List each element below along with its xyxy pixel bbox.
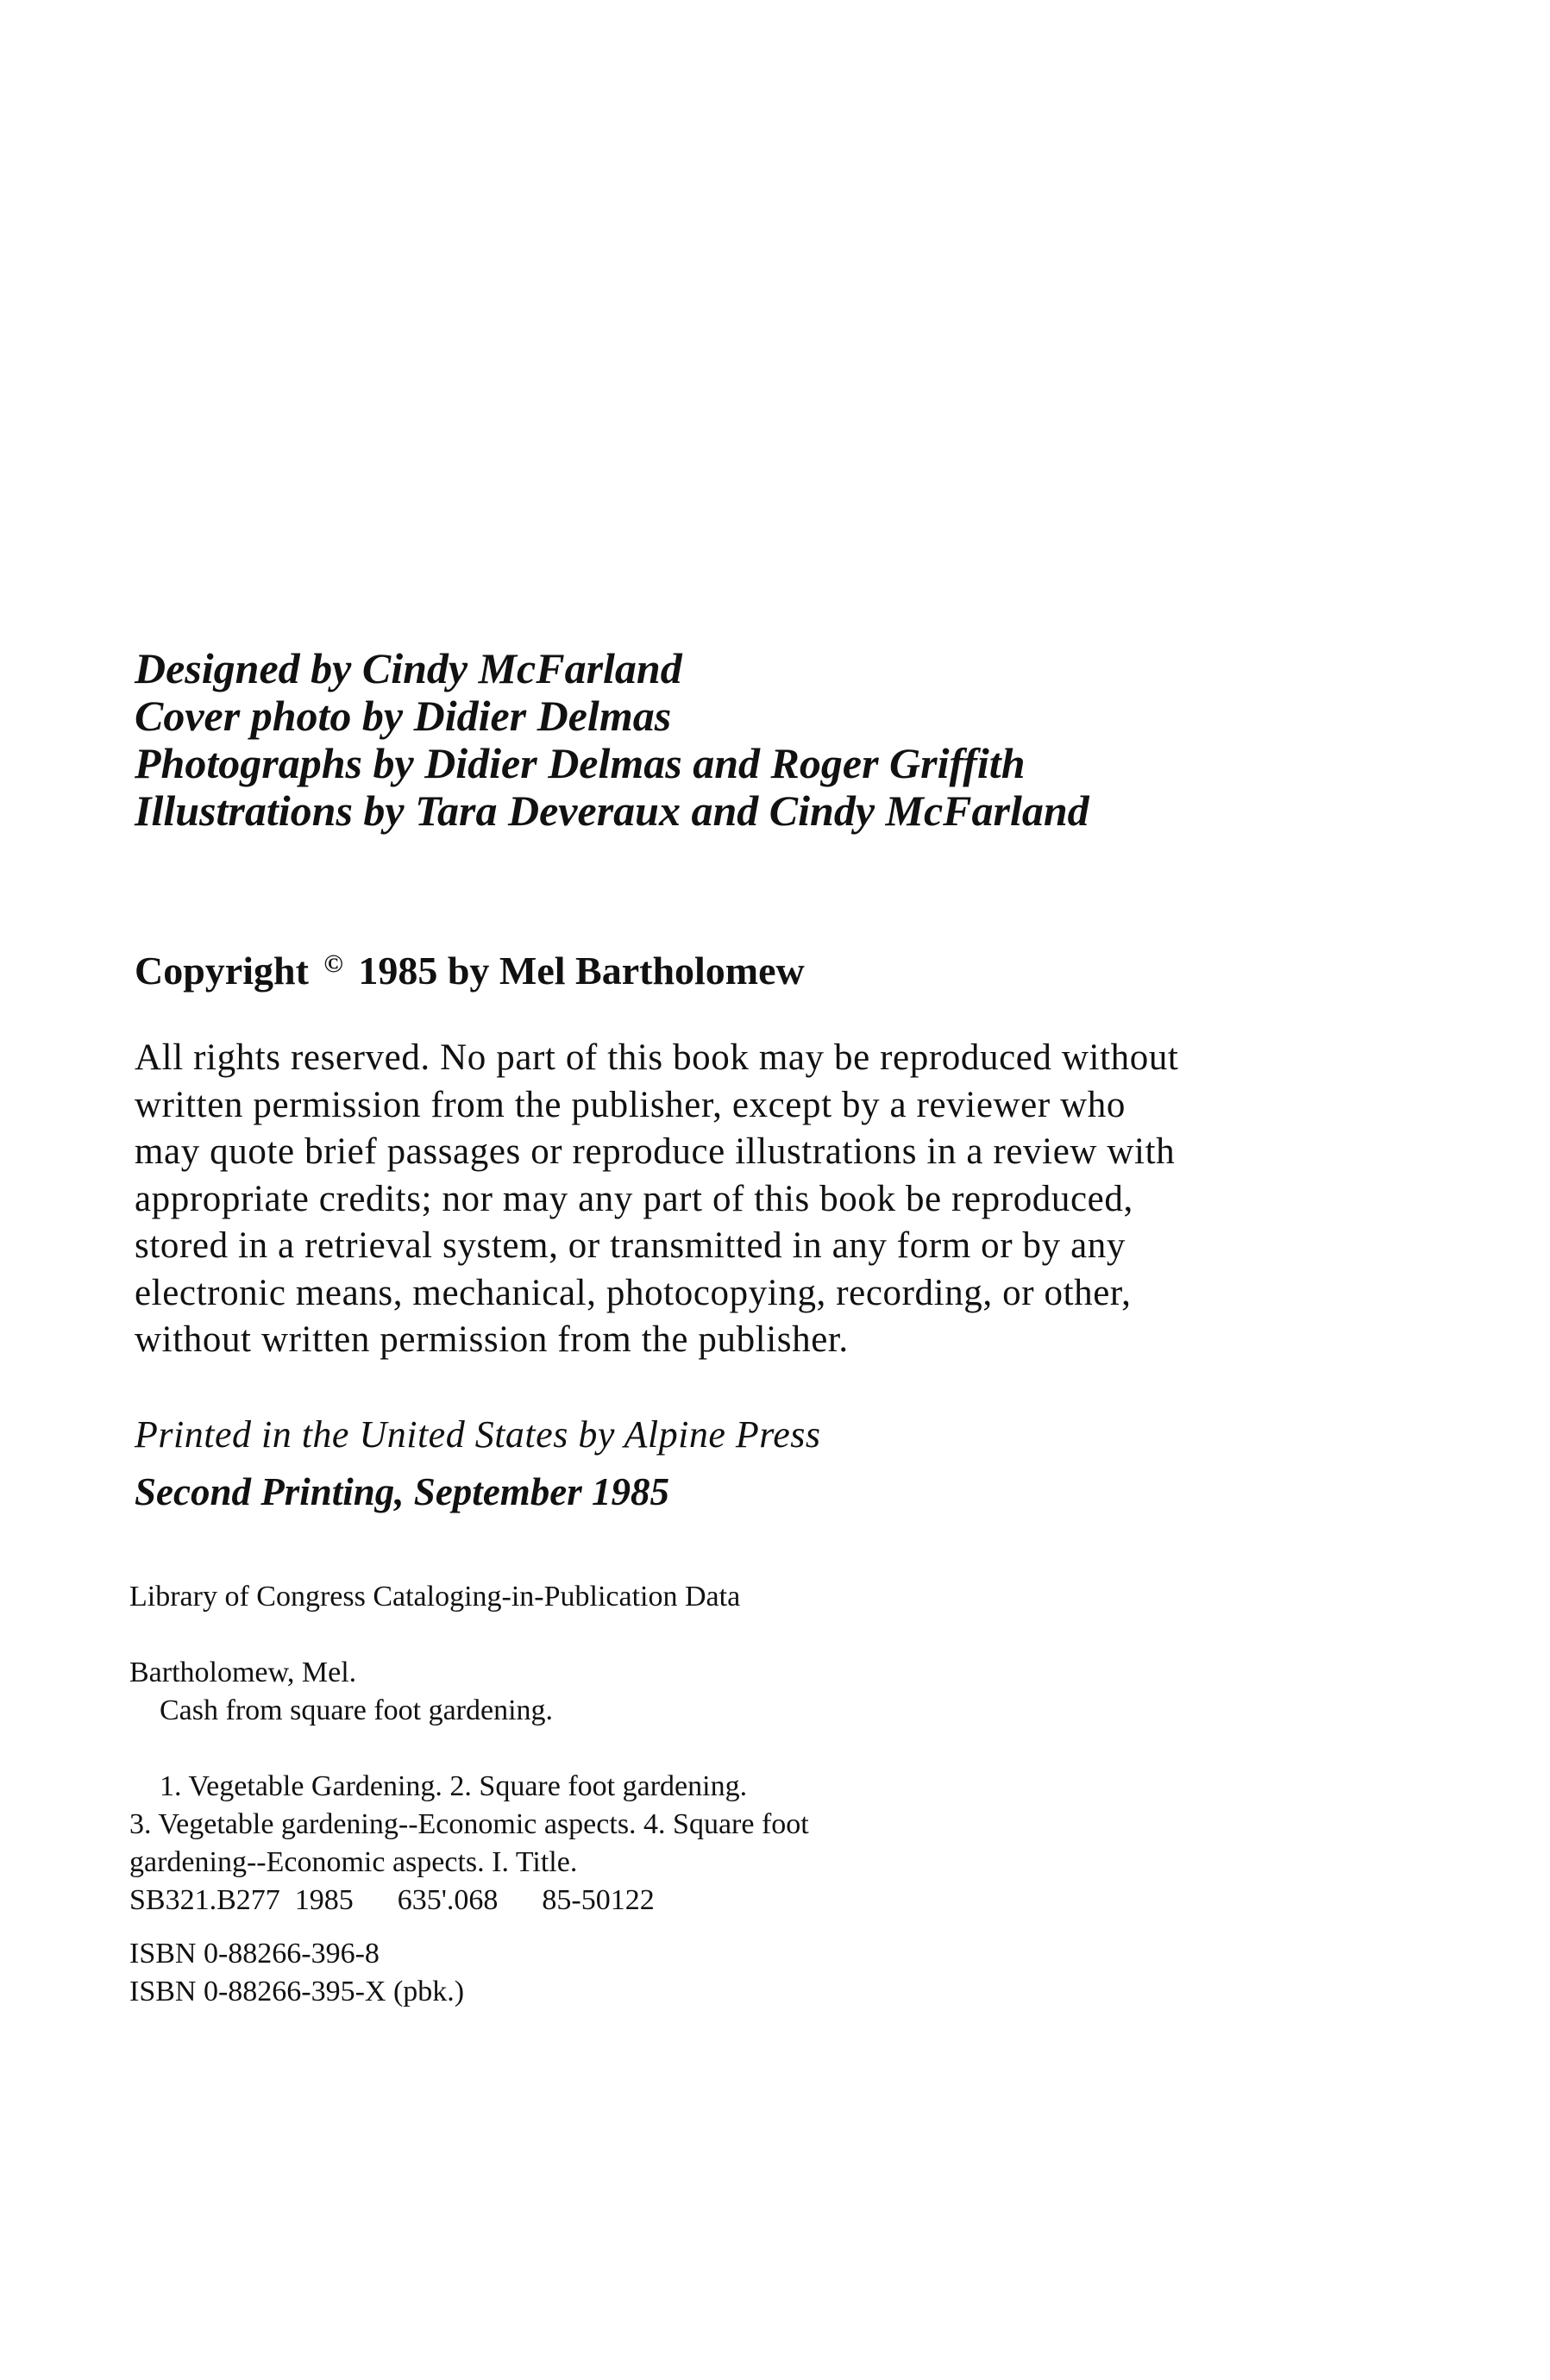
cip-subjects-line: gardening--Economic aspects. I. Title. (129, 1846, 578, 1878)
cip-isbn-hardcover: ISBN 0-88266-396-8 (129, 1938, 380, 1970)
credits-block (135, 645, 1342, 835)
cip-subjects-line: 1. Vegetable Gardening. 2. Square foot gardening. (160, 1770, 748, 1802)
rights-line: appropriate credits; nor may any part of this book be reproduced, (135, 1178, 1133, 1219)
cip-title: Cash from square foot gardening. (160, 1694, 554, 1726)
copyright-prefix: Copyright (135, 949, 309, 993)
copyright-symbol: © (323, 949, 343, 978)
printing-edition: Second Printing, September 1985 (135, 1470, 670, 1513)
cip-author: Bartholomew, Mel. (129, 1657, 357, 1688)
rights-line: electronic means, mechanical, photocopying, recording, or other, (135, 1272, 1132, 1313)
printer-statement: Printed in the United States by Alpine Press (135, 1413, 821, 1456)
credit-photographs: Photographs by Didier Delmas and Roger Griffith (135, 739, 1026, 787)
cip-heading: Library of Congress Cataloging-in-Publication Data (129, 1581, 741, 1613)
rights-line: without written permission from the publisher. (135, 1319, 849, 1360)
cip-isbn-paperback: ISBN 0-88266-395-X (pbk.) (129, 1976, 465, 2007)
cip-subjects-line: 3. Vegetable gardening--Economic aspects. 4. Square foot (129, 1808, 809, 1840)
copyright-notice (135, 938, 805, 997)
rights-line: written permission from the publisher, except by a reviewer who (135, 1084, 1126, 1125)
credit-illustrations: Illustrations by Tara Deveraux and Cindy McFarland (135, 786, 1089, 835)
credit-designer: Designed by Cindy McFarland (135, 644, 682, 692)
cip-classification: SB321.B277 1985 635'.068 85-50122 (129, 1884, 655, 1916)
cip-data-block (129, 1578, 809, 2011)
copyright-suffix: 1985 by Mel Bartholomew (358, 949, 805, 993)
rights-line: All rights reserved. No part of this book may be reproduced without (135, 1037, 1179, 1078)
rights-line: may quote brief passages or reproduce illustrations in a review with (135, 1131, 1176, 1172)
credit-cover-photo: Cover photo by Didier Delmas (135, 692, 672, 740)
rights-line: stored in a retrieval system, or transmitted in any form or by any (135, 1225, 1126, 1266)
rights-statement (135, 1035, 1247, 1364)
